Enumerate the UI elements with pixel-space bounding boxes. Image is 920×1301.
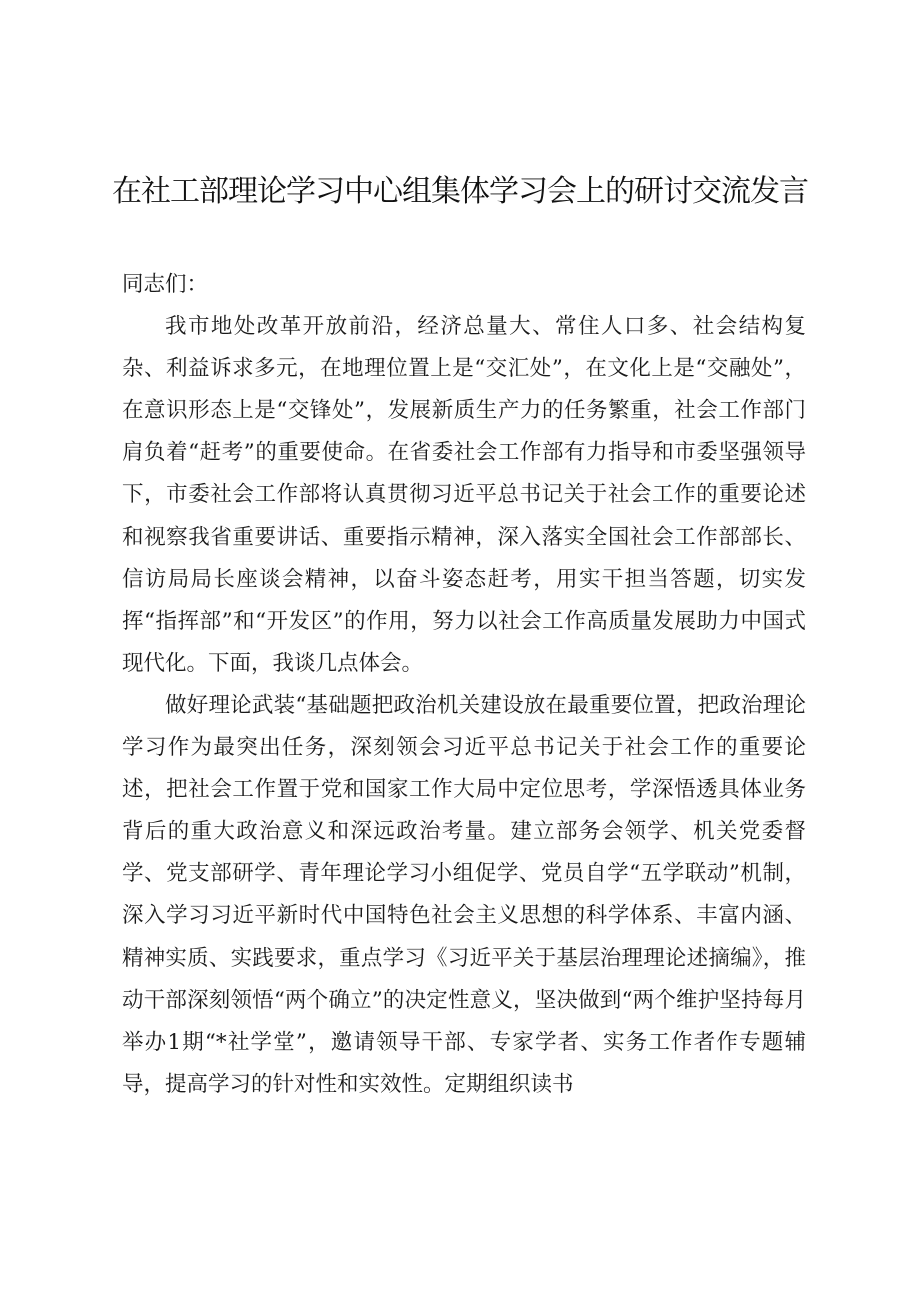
paragraph-theory: 做好理论武装“基础题把政治机关建设放在最重要位置，把政治理论学习作为最突出任务，深刻领会习近平总书记关于社会工作的重要论述，把社会工作置于党和国家工作大局中定位思考，学深悟透具体业务背后的重大政治意义和深远政治考量。建立部务会领学、机关党委督学、党支部研学、青年理论学习小组促学、党员自学“五学联动”机制，深入学习习近平新时代中国特色社会主义思想的科学体系、丰富内涵、精神实质、实践要求，重点学习《习近平关于基层治理理论述摘编》，推动干部深刻领悟“两个确立”的决定性意义，坚决做到“两个维护坚持每月举办1期“*社学堂”，邀请领导干部、专家学者、实务工作者作专题辅导，提高学习的针对性和实效性。定期组织读书 — [122, 692, 806, 1097]
document-body — [122, 264, 806, 1106]
document-title: 在社工部理论学习中心组集体学习会上的研讨交流发言 — [112, 174, 808, 209]
paragraph-intro: 我市地处改革开放前沿，经济总量大、常住人口多、社会结构复杂、利益诉求多元，在地理位置上是“交汇处”，在文化上是“交融处”，在意识形态上是“交锋处”，发展新质生产力的任务繁重，社会工作部门肩负着“赶考”的重要使命。在省委社会工作部有力指导和市委坚强领导下，市委社会工作部将认真贯彻习近平总书记关于社会工作的重要论述和视察我省重要讲话、重要指示精神，深入落实全国社会工作部部长、信访局局长座谈会精神，以奋斗姿态赶考，用实干担当答题，切实发挥“指挥部”和“开发区”的作用，努力以社会工作高质量发展助力中国式现代化。下面，我谈几点体会。 — [122, 314, 806, 676]
salutation: 同志们： — [122, 272, 209, 297]
